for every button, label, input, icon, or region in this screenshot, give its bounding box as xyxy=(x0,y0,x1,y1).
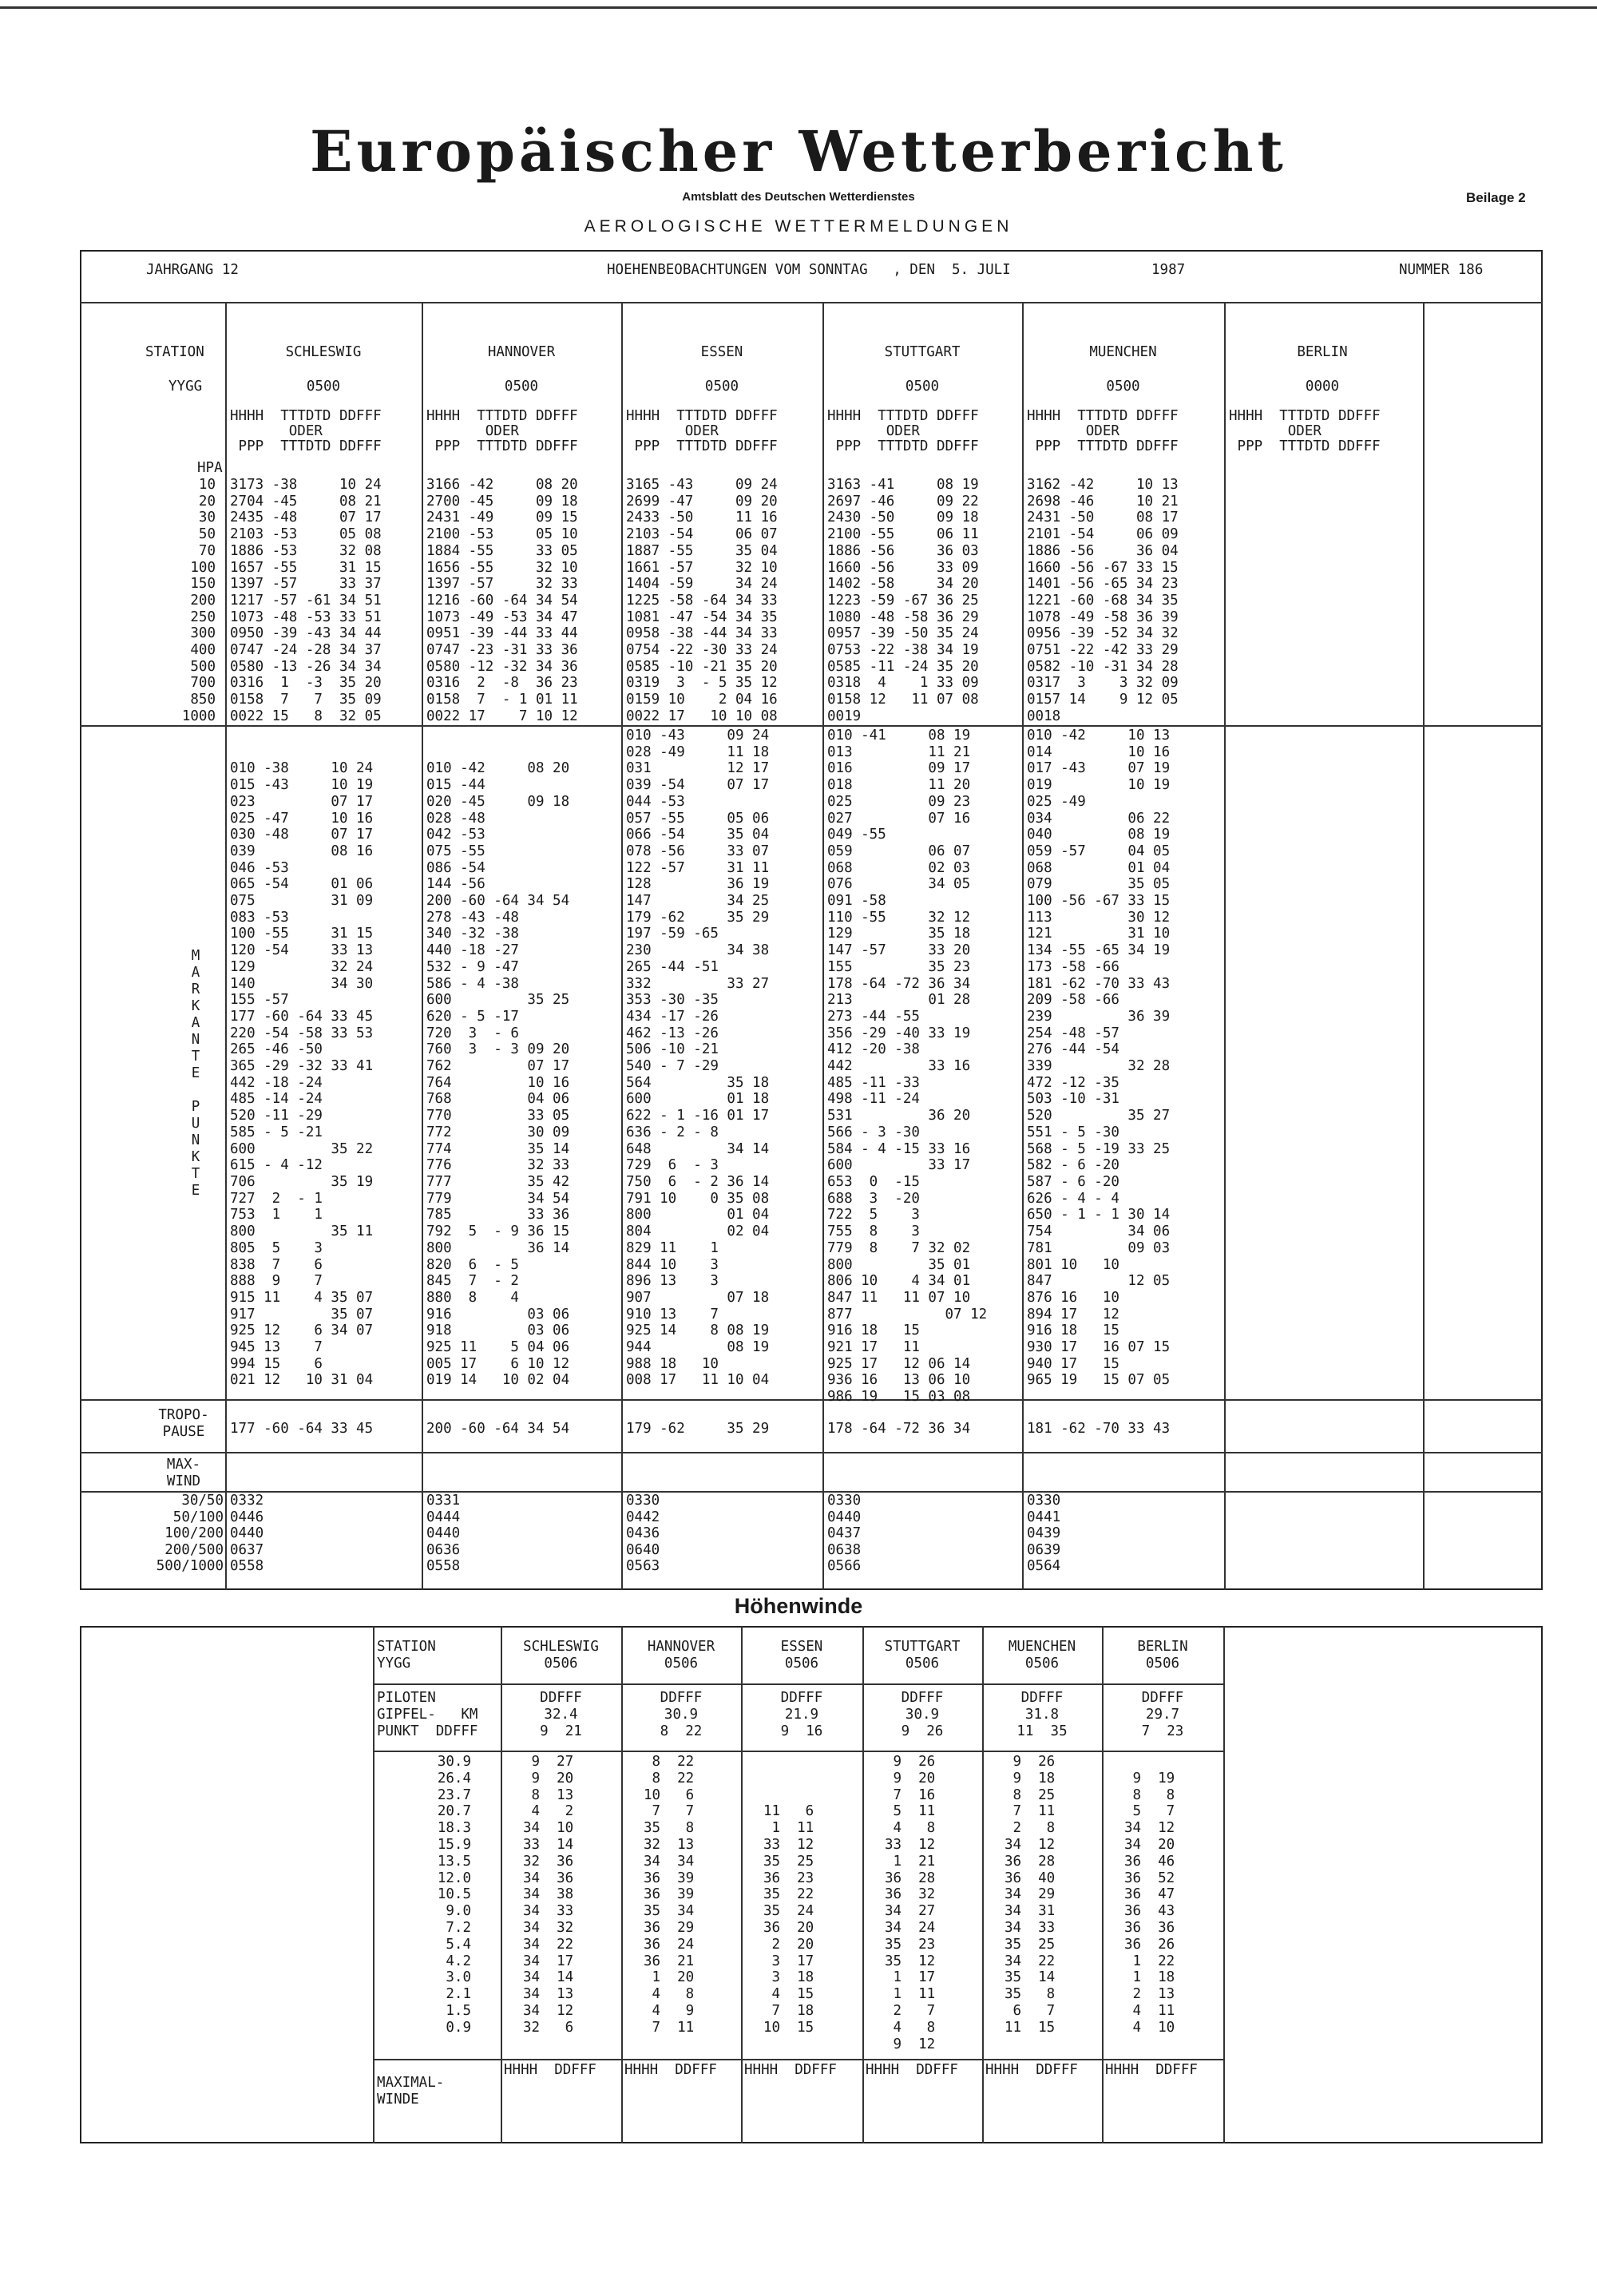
table-rule xyxy=(1224,302,1226,1590)
table-rule xyxy=(822,302,824,1590)
table-rule xyxy=(373,2059,1223,2060)
hw-winds: 8 22 8 22 10 6 7 7 35 8 32 13 34 34 36 39 36 39 35 34 36 29 36 24 36 21 1 20 4 8 4 9 7 11 xyxy=(644,1754,695,2036)
year: 1987 xyxy=(1151,262,1186,278)
maxwind-values: 0332 0446 0440 0637 0558 xyxy=(230,1493,264,1574)
significant-levels: 010 -43 09 24 028 -49 11 18 031 12 17 039 -54 07 17 044 -53 057 -55 05 06 066 -54 35 04 078 -56 33 07 122 -57 31 11 128 36 19 147 34 25 179 -62 35 29 197 -59 -65 230 34 38 265 -44 -51 332 33 27 353 -30 -35 434 -17 -26 462 -13 -26 506 -10 -21 540 - 7 -29 564 35 18 600 01 18 622 - 1 -16 01 17 636 - 2 - 8 648 34 14 729 6 - 3 750 6 - 2 36 14 791 10 0 35 08 800 01 04 804 02 04 829 11 1 844 10 3 896 13 3 907 07 18 910 13 7 925 14 8 08 19 944 08 19 988 18 10 008 17 11 10 04 xyxy=(626,728,770,1389)
hw-maximal-head: HHHH DDFFF xyxy=(866,2062,958,2078)
station-label: STATION xyxy=(145,344,204,360)
hw-station-time: 0506 xyxy=(784,1656,819,1671)
hw-station-name: MUENCHEN xyxy=(1008,1639,1076,1655)
table-rule xyxy=(373,1683,1223,1685)
hw-gipfel: DDFFF 30.9 8 22 xyxy=(660,1690,703,1739)
station-name: MUENCHEN xyxy=(1089,344,1157,360)
hw-station-time: 0506 xyxy=(664,1656,699,1671)
tropopause-value: 200 -60 -64 34 54 xyxy=(426,1421,570,1437)
table-rule xyxy=(1223,1626,1225,2143)
hw-heights: 30.9 26.4 23.7 20.7 18.3 15.9 13.5 12.0 10.5 9.0 7.2 5.4 4.2 3.0 2.1 1.5 0.9 xyxy=(437,1754,471,2036)
hw-gipfel: DDFFF 30.9 9 26 xyxy=(901,1690,944,1739)
station-time: 0000 xyxy=(1305,379,1340,395)
table-rule xyxy=(373,1751,1223,1752)
maxwind-values: 0330 0442 0436 0640 0563 xyxy=(626,1493,660,1574)
station-col-head: HHHH TTTDTD DDFFF ODER PPP TTTDTD DDFFF xyxy=(1027,408,1179,454)
hw-station-time: 0506 xyxy=(544,1656,578,1671)
tropopause-value: 178 -64 -72 36 34 xyxy=(827,1421,971,1437)
table-rule xyxy=(80,1491,1543,1493)
markante-punkte-label: M A R K A N T E P U N K T E xyxy=(191,948,200,1199)
maxwind-values: 0330 0440 0437 0638 0566 xyxy=(827,1493,862,1574)
station-time: 0500 xyxy=(905,379,940,395)
hw-winds: 9 27 9 20 8 13 4 2 34 10 33 14 32 36 34 36 34 38 34 33 34 32 34 22 34 17 34 14 34 13 34 12 32 6 xyxy=(523,1754,574,2036)
table-rule xyxy=(373,1626,374,2143)
hw-gipfel: DDFFF 29.7 7 23 xyxy=(1141,1690,1184,1739)
station-name: SCHLESWIG xyxy=(285,344,362,360)
tropopause-value: 177 -60 -64 33 45 xyxy=(230,1421,374,1437)
significant-levels: 010 -42 08 20 015 -44 020 -45 09 18 028 -48 042 -53 075 -55 086 -54 144 -56 200 -60 -64 34 54 278 -43 -48 340 -32 -38 440 -18 -27 532 - 9 -47 586 - 4 -38 600 35 25 620 - 5 -17 720 3 - 6 760 3 - 3 09 20 762 07 17 764 10 16 768 04 06 770 33 05 772 30 09 774 35 14 776 32 33 777 35 42 779 34 54 785 33 36 792 5 - 9 36 15 800 36 14 820 6 - 5 845 7 - 2 880 8 4 916 03 06 918 03 06 925 11 5 04 06 005 17 6 10 12 019 14 10 02 04 xyxy=(426,760,570,1389)
table-rule xyxy=(80,1399,1543,1401)
station-col-head: HHHH TTTDTD DDFFF ODER PPP TTTDTD DDFFF xyxy=(426,408,578,454)
yygg-label: YYGG xyxy=(168,379,203,395)
station-name: ESSEN xyxy=(700,344,743,360)
hoehenwinde-title: Höhenwinde xyxy=(734,1594,863,1618)
station-col-head: HHHH TTTDTD DDFFF ODER PPP TTTDTD DDFFF xyxy=(827,408,979,454)
hw-gipfel: DDFFF 31.8 11 35 xyxy=(1016,1690,1068,1739)
hw-winds: 9 26 9 20 7 16 5 11 4 8 33 12 1 21 36 28 36 32 34 27 34 24 35 23 35 12 1 17 1 11 2 7 4 8 9 12 xyxy=(885,1754,936,2052)
hw-station-time: 0506 xyxy=(1145,1656,1180,1671)
maxwind-values: 0331 0444 0440 0636 0558 xyxy=(426,1493,461,1574)
hw-maximal-head: HHHH DDFFF xyxy=(1105,2062,1198,2078)
station-name: STUTTGART xyxy=(884,344,961,360)
hw-station-label: STATION YYGG xyxy=(377,1639,436,1671)
hw-station-name: BERLIN xyxy=(1137,1639,1188,1655)
pressure-levels: 10 20 30 50 70 100 150 200 250 300 400 500 700 850 1000 xyxy=(181,477,216,724)
hw-maximal-head: HHHH DDFFF xyxy=(624,2062,717,2078)
station-name: BERLIN xyxy=(1297,344,1348,360)
hw-gipfel: DDFFF 21.9 9 16 xyxy=(780,1690,823,1739)
hw-gipfel: DDFFF 32.4 9 21 xyxy=(540,1690,582,1739)
standard-levels: 3173 -38 10 24 2704 -45 08 21 2435 -48 07 17 2103 -53 05 08 1886 -53 32 08 1657 -55 31 15 1397 -57 33 37 1217 -57 -61 34 51 1073 -48 -53 33 51 0950 -39 -43 34 44 0747 -24 -28 34 37 0580 -13 -26 34 34 0316 1 -3 35 20 0158 7 7 35 09 0022 15 8 32 05 xyxy=(230,477,382,724)
hw-station-name: HANNOVER xyxy=(647,1639,715,1655)
hw-maximal-head: HHHH DDFFF xyxy=(744,2062,837,2078)
station-time: 0500 xyxy=(306,379,341,395)
station-time: 0500 xyxy=(504,379,539,395)
significant-levels: 010 -41 08 19 013 11 21 016 09 17 018 11 20 025 09 23 027 07 16 049 -55 059 06 07 068 02 03 076 34 05 091 -58 110 -55 32 12 129 35 18 147 -57 33 20 155 35 23 178 -64 -72 36 34 213 01 28 273 -44 -55 356 -29 -40 33 19 412 -20 -38 442 33 16 485 -11 -33 498 -11 -24 531 36 20 566 - 3 -30 584 - 4 -15 33 16 600 33 17 653 0 -15 688 3 -20 722 5 3 755 8 3 779 8 7 32 02 800 35 01 806 10 4 34 01 847 11 11 07 10 877 07 12 916 18 15 921 17 11 925 17 12 06 14 936 16 13 06 10 986 19 15 03 08 xyxy=(827,728,988,1406)
hpa-label: HPA xyxy=(197,460,223,476)
supplement-label: Beilage 2 xyxy=(1466,190,1526,205)
standard-levels: 3163 -41 08 19 2697 -46 09 22 2430 -50 09 18 2100 -55 06 11 1886 -56 36 03 1660 -56 33 09 1402 -58 34 20 1223 -59 -67 36 25 1080 -48 -58 36 29 0957 -39 -50 35 24 0753 -22 -38 34 19 0585 -11 -24 35 20 0318 4 1 33 09 0158 12 11 07 08 0019 xyxy=(827,477,979,724)
standard-levels: 3165 -43 09 24 2699 -47 09 20 2433 -50 11 16 2103 -54 06 07 1887 -55 35 04 1661 -57 32 10 1404 -59 34 24 1225 -58 -64 34 33 1081 -47 -54 34 35 0958 -38 -44 34 33 0754 -22 -30 33 24 0585 -10 -21 35 20 0319 3 - 5 35 12 0159 10 2 04 16 0022 17 10 10 08 xyxy=(626,477,778,724)
hw-station-name: STUTTGART xyxy=(884,1639,961,1655)
jahrgang: JAHRGANG 12 xyxy=(146,262,239,278)
standard-levels: 3162 -42 10 13 2698 -46 10 21 2431 -50 08 17 2101 -54 06 09 1886 -56 36 04 1660 -56 -67 33 15 1401 -56 -65 34 23 1221 -60 -68 34 35 1078 -49 -58 36 39 0956 -39 -52 34 32 0751 -22 -42 33 29 0582 -10 -31 34 28 0317 3 3 32 09 0157 14 9 12 05 0018 xyxy=(1027,477,1179,724)
page-title: Europäischer Wetterbericht xyxy=(310,118,1287,184)
tropopause-value: 179 -62 35 29 xyxy=(626,1421,770,1437)
table-rule xyxy=(621,302,623,1590)
hw-winds: 9 26 9 18 8 25 7 11 2 8 34 12 36 28 36 40 34 29 34 31 34 33 35 25 34 22 35 14 35 8 6 7 11 15 xyxy=(1005,1754,1056,2036)
hw-station-name: SCHLESWIG xyxy=(523,1639,599,1655)
table-rule xyxy=(80,1452,1543,1453)
hw-station-time: 0506 xyxy=(905,1656,940,1671)
table-rule xyxy=(225,302,227,1590)
station-time: 0500 xyxy=(1106,379,1140,395)
standard-levels: 3166 -42 08 20 2700 -45 09 18 2431 -49 09 15 2100 -53 05 10 1884 -55 33 05 1656 -55 32 10 1397 -57 32 33 1216 -60 -64 34 54 1073 -49 -53 34 47 0951 -39 -44 33 44 0747 -23 -31 33 36 0580 -12 -32 34 36 0316 2 -8 36 23 0158 7 - 1 01 11 0022 17 7 10 12 xyxy=(426,477,578,724)
issue-number: NUMMER 186 xyxy=(1399,262,1484,278)
table-rule xyxy=(1423,302,1425,1590)
hw-station-time: 0506 xyxy=(1024,1656,1060,1671)
hw-winds: 9 19 8 8 5 7 34 12 34 20 36 46 36 52 36 47 36 43 36 36 36 26 1 22 1 18 2 13 4 11 4 10 xyxy=(1124,1770,1175,2036)
hw-winds: 11 6 1 11 33 12 35 25 36 23 35 22 35 24 36 20 2 20 3 17 3 18 4 15 7 18 10 15 xyxy=(763,1803,814,2036)
table-rule xyxy=(80,725,1543,727)
observation-date: HOEHENBEOBACHTUNGEN VOM SONNTAG , DEN 5. JULI xyxy=(607,262,1011,278)
significant-levels: 010 -42 10 13 014 10 16 017 -43 07 19 019 10 19 025 -49 034 06 22 040 08 19 059 -57 04 05 068 01 04 079 35 05 100 -56 -67 33 15 113 30 12 121 31 10 134 -55 -65 34 19 173 -58 -66 181 -62 -70 33 43 209 -58 -66 239 36 39 254 -48 -57 276 -44 -54 339 32 28 472 -12 -35 503 -10 -31 520 35 27 551 - 5 -30 568 - 5 -19 33 25 582 - 6 -20 587 - 6 -20 626 - 4 - 4 650 - 1 - 1 30 14 754 34 06 781 09 03 801 10 10 847 12 05 876 16 10 894 17 12 916 18 15 930 17 16 07 15 940 17 15 965 19 15 07 05 xyxy=(1027,728,1171,1389)
station-name: HANNOVER xyxy=(487,344,556,360)
hw-maximal-head: HHHH DDFFF xyxy=(504,2062,596,2078)
table-rule xyxy=(80,302,1543,303)
table-rule xyxy=(1022,302,1024,1590)
station-col-head: HHHH TTTDTD DDFFF ODER PPP TTTDTD DDFFF xyxy=(626,408,778,454)
hw-piloten-label: PILOTEN GIPFEL- KM PUNKT DDFFF xyxy=(377,1690,478,1739)
hw-station-name: ESSEN xyxy=(780,1639,823,1655)
significant-levels: 010 -38 10 24 015 -43 10 19 023 07 17 025 -47 10 16 030 -48 07 17 039 08 16 046 -53 065 -54 01 06 075 31 09 083 -53 100 -55 31 15 120 -54 33 13 129 32 24 140 34 30 155 -57 177 -60 -64 33 45 220 -54 -58 33 53 265 -46 -50 365 -29 -32 33 41 442 -18 -24 485 -14 -24 520 -11 -29 585 - 5 -21 600 35 22 615 - 4 -12 706 35 19 727 2 - 1 753 1 1 800 35 11 805 5 3 838 7 6 888 9 7 915 11 4 35 07 917 35 07 925 12 6 34 07 945 13 7 994 15 6 021 12 10 31 04 xyxy=(230,760,374,1389)
top-rule xyxy=(0,6,1597,9)
section-title: AEROLOGISCHE WETTERMELDUNGEN xyxy=(584,217,1013,236)
tropopause-label: TROPO- PAUSE xyxy=(158,1407,209,1440)
station-time: 0500 xyxy=(704,379,739,395)
page-subtitle: Amtsblatt des Deutschen Wetterdienstes xyxy=(682,190,915,204)
table-rule xyxy=(422,302,423,1590)
station-col-head: HHHH TTTDTD DDFFF ODER PPP TTTDTD DDFFF xyxy=(230,408,382,454)
maxwind-values: 0330 0441 0439 0639 0564 xyxy=(1027,1493,1061,1574)
hw-maximal-label: MAXIMAL- WINDE xyxy=(377,2075,445,2108)
station-col-head: HHHH TTTDTD DDFFF ODER PPP TTTDTD DDFFF xyxy=(1229,408,1381,454)
hw-maximal-head: HHHH DDFFF xyxy=(985,2062,1078,2078)
maxwind-label: MAX- WIND xyxy=(166,1457,201,1489)
maxwind-levels: 30/50 50/100 100/200 200/500 500/1000 xyxy=(156,1493,224,1574)
tropopause-value: 181 -62 -70 33 43 xyxy=(1027,1421,1171,1437)
